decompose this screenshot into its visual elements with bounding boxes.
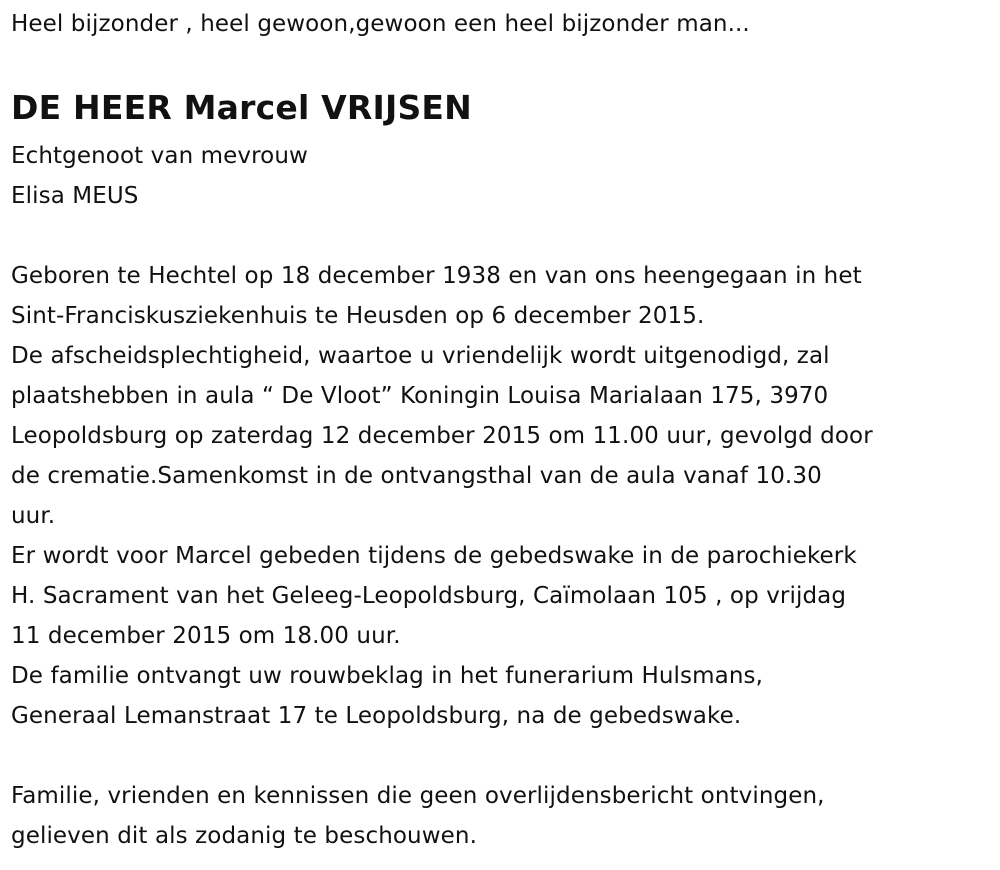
body-line: Sint-Franciskusziekenhuis te Heusden op 6 december 2015. <box>11 303 705 329</box>
body-line: de crematie.Samenkomst in de ontvangsthal van de aula vanaf 10.30 <box>11 463 822 489</box>
body-line: 11 december 2015 om 18.00 uur. <box>11 623 401 649</box>
obituary-notice <box>11 4 991 856</box>
paragraph-spacer <box>11 736 991 776</box>
body-line: Leopoldsburg op zaterdag 12 december 2015 om 11.00 uur, gevolgd door <box>11 423 873 449</box>
spouse-line-1: Echtgenoot van mevrouw <box>11 143 308 169</box>
deceased-name-heading: DE HEER Marcel VRIJSEN <box>11 88 472 127</box>
body-line: H. Sacrament van het Geleeg-Leopoldsburg, Caïmolaan 105 , op vrijdag <box>11 583 847 609</box>
body-line: plaatshebben in aula “ De Vloot” Koningin Louisa Marialaan 175, 3970 <box>11 383 829 409</box>
body-line: De afscheidsplechtigheid, waartoe u vriendelijk wordt uitgenodigd, zal <box>11 343 830 369</box>
closing-line: gelieven dit als zodanig te beschouwen. <box>11 823 477 849</box>
closing-line: Familie, vrienden en kennissen die geen overlijdensbericht ontvingen, <box>11 783 825 809</box>
body-line: Geboren te Hechtel op 18 december 1938 en van ons heengegaan in het <box>11 263 862 289</box>
body-line: Generaal Lemanstraat 17 te Leopoldsburg, na de gebedswake. <box>11 703 742 729</box>
body-line: De familie ontvangt uw rouwbeklag in het funerarium Hulsmans, <box>11 663 763 689</box>
paragraph-spacer <box>11 216 991 256</box>
motto-text: Heel bijzonder , heel gewoon,gewoon een heel bijzonder man... <box>11 11 750 37</box>
body-line: uur. <box>11 503 56 529</box>
body-line: Er wordt voor Marcel gebeden tijdens de gebedswake in de parochiekerk <box>11 543 857 569</box>
spouse-line-2: Elisa MEUS <box>11 183 139 209</box>
